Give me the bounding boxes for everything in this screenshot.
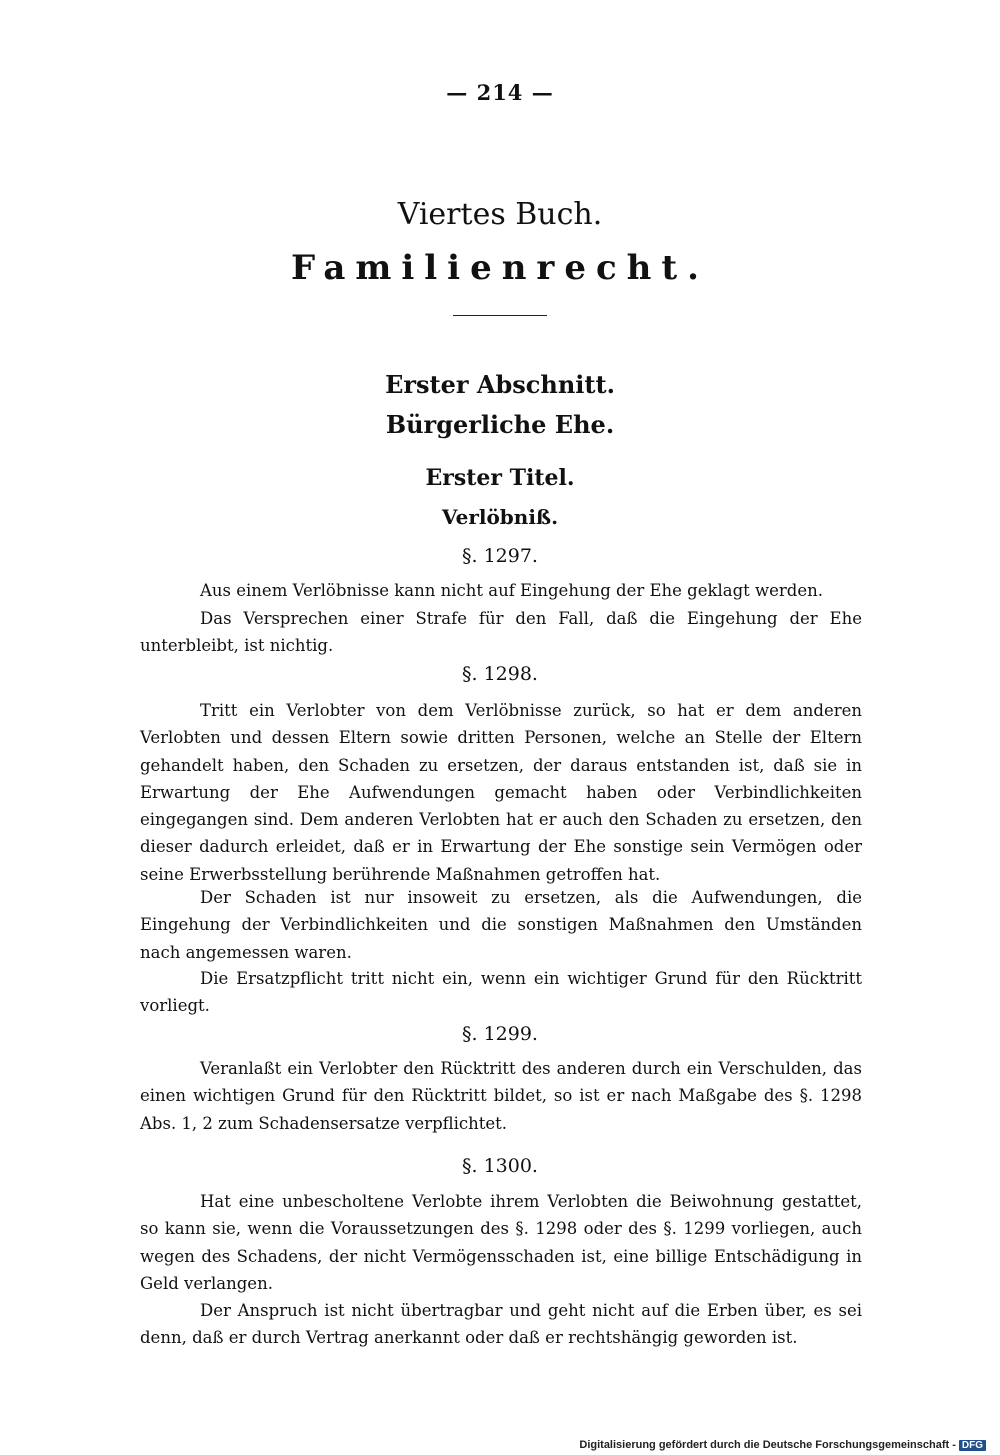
section-title: Bürgerliche Ehe. bbox=[385, 410, 615, 439]
paragraph-text: Das Versprechen einer Strafe für den Fall, daß die Eingehung der Ehe unterbleibt, ist nichtig. bbox=[140, 609, 862, 656]
digitization-credit bbox=[579, 1439, 986, 1451]
divider-rule bbox=[453, 315, 547, 316]
paragraph-heading-1299: §. 1299. bbox=[462, 1023, 538, 1045]
paragraph-text: Aus einem Verlöbnisse kann nicht auf Eingehung der Ehe geklagt werden. bbox=[200, 581, 824, 600]
paragraph-heading-1298: §. 1298. bbox=[462, 663, 538, 685]
credit-text: Digitalisierung gefördert durch die Deutsche Forschungsgemeinschaft - bbox=[579, 1439, 956, 1451]
paragraph-text: Veranlaßt ein Verlobter den Rücktritt des anderen durch ein Verschulden, das einen wichtigen Grund für den Rücktritt bildet, so ist er nach Maßgabe des §. 1298 Abs. 1, 2 zum Schadensersatze verpflichtet. bbox=[140, 1059, 862, 1133]
title-name: Verlöbniß. bbox=[441, 505, 559, 529]
section-heading: Erster Abschnitt. bbox=[385, 370, 615, 399]
paragraph-text: Die Ersatzpflicht tritt nicht ein, wenn ein wichtiger Grund für den Rücktritt vorliegt. bbox=[140, 969, 862, 1016]
book-title: Familienrecht. bbox=[291, 248, 709, 288]
paragraph-heading-1300: §. 1300. bbox=[462, 1155, 538, 1177]
book-heading: Viertes Buch. bbox=[397, 197, 603, 232]
dfg-logo: DFG bbox=[959, 1440, 986, 1451]
paragraph-text: Hat eine unbescholtene Verlobte ihrem Verlobten die Beiwohnung gestattet, so kann sie, wenn die Voraussetzungen des §. 1298 oder des §. 1299 vorliegen, auch wegen des Schadens, der nicht Vermögensschaden ist, eine billige Entschädigung in Geld verlangen. bbox=[140, 1192, 862, 1293]
paragraph-text: Der Anspruch ist nicht übertragbar und geht nicht auf die Erben über, es sei denn, daß er durch Vertrag anerkannt oder daß er rechtshängig geworden ist. bbox=[140, 1301, 862, 1348]
paragraph-text: Der Schaden ist nur insoweit zu ersetzen, als die Aufwendungen, die Eingehung der Verbindlichkeiten und die sonstigen Maßnahmen den Umständen nach angemessen waren. bbox=[140, 888, 862, 962]
page-number: — 214 — bbox=[446, 80, 554, 105]
title-heading: Erster Titel. bbox=[425, 465, 575, 491]
paragraph-text: Tritt ein Verlobter von dem Verlöbnisse zurück, so hat er dem anderen Verlobten und dessen Eltern sowie dritten Personen, welche an Stelle der Eltern gehandelt haben, den Schaden zu ersetzen, der daraus entstanden ist, daß sie in Erwartung der Ehe Aufwendungen gemacht haben oder Verbindlichkeiten eingegangen sind. Dem anderen Verlobten hat er auch den Schaden zu ersetzen, den dieser dadurch erleidet, daß er in Erwartung der Ehe sonstige sein Vermögen oder seine Erwerbsstellung berührende Maßnahmen getroffen hat. bbox=[140, 701, 862, 884]
paragraph-heading-1297: §. 1297. bbox=[462, 545, 538, 567]
